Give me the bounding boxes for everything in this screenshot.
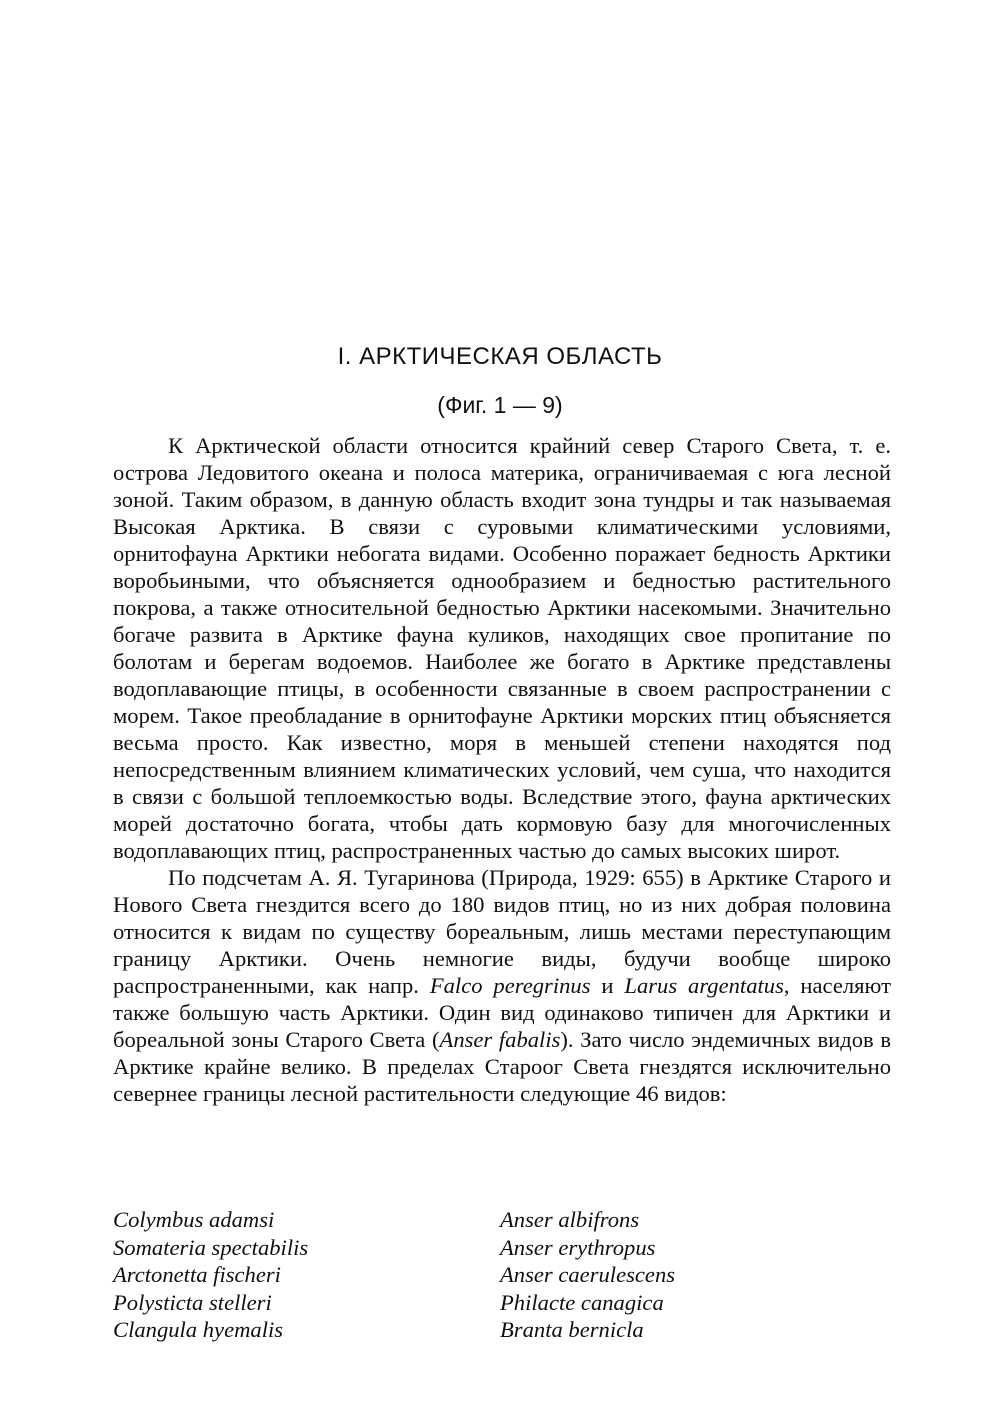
- text-segment: К Арктической области относится крайний север Старого Света, т. е. острова Ледовитого океана и полоса материка, ограничиваемая с юга лесной зоной. Таким образом, в данную область входит зона тундры и так называемая Высокая Арктика. В связи с суровыми климатическими условиями, орнитофауна Арктики небогата видами. Особенно поражает бедность Арктики воробьиными, что объясняется однообразием и бедностью растительного покрова, а также относительной бедностью Арктики насекомыми. Значительно богаче развита в Арктике фауна куликов, находящих свое пропитание по болотам и берегам водоемов. Наиболее же богато в Арктике представлены водоплавающие птицы, в особенности связанные в своем распространении с морем. Такое преобладание в орнитофауне Арктики морских птиц объясняется весьма просто. Как известно, моря в меньшей степени находятся под непосредственным влиянием климатических условий, чем суша, что находится в связи с большой теплоемкостью воды. Вследствие этого, фауна арктических морей достаточно богата, чтобы дать кормовую базу для многочисленных водоплавающих птиц, распространенных частью до самых высоких широт.: [113, 433, 891, 863]
- species-item: Philacte canagica: [500, 1289, 664, 1315]
- species-item: Arctonetta fischeri: [113, 1262, 281, 1287]
- species-list: [113, 1206, 891, 1344]
- text-segment: , населяют также большую часть Арктики. Один вид одинаково типичен для Арктики и бореальной зоны Старого Света (: [113, 973, 891, 1052]
- paragraph-arctic-region: [113, 432, 891, 864]
- text-segment: ). Зато число эндемичных видов в Арктике крайне велико. В пределах Староог Света гнездятся исключительно севернее границы лесной растительности следующие 46 видов:: [113, 1027, 892, 1106]
- species-column-left: [113, 1206, 500, 1344]
- latin-species-name: Larus argentatus: [624, 973, 784, 998]
- species-item: Anser erythropus: [500, 1234, 656, 1260]
- species-item: Clangula hyemalis: [113, 1317, 284, 1342]
- latin-species-name: Falco peregrinus: [429, 973, 591, 998]
- species-item: Somateria spectabilis: [113, 1234, 309, 1260]
- species-item: Colymbus adamsi: [113, 1207, 275, 1232]
- species-item: Anser albifrons: [500, 1207, 640, 1232]
- latin-species-name: Anser fabalis: [439, 1027, 561, 1052]
- text-segment: и: [590, 973, 625, 998]
- figure-reference: (Фиг. 1 — 9): [437, 392, 563, 418]
- species-column-right: [500, 1206, 891, 1344]
- paragraph-species-count: [113, 864, 891, 1107]
- species-item: Anser caerulescens: [500, 1262, 676, 1287]
- body-text: [113, 432, 891, 1107]
- species-item: Polysticta stelleri: [113, 1289, 272, 1315]
- species-item: Branta bernicla: [500, 1317, 644, 1342]
- text-segment: По подсчетам А. Я. Тугаринова (Природа, 1929: 655) в Арктике Старого и Нового Света гнездится всего до 180 видов птиц, но из них добрая половина относится к видам по существу бореальным, лишь местами переступающим границу Арктики. Очень немногие виды, будучи вообще широко распространенными, как напр.: [113, 865, 891, 998]
- chapter-title: I. АРКТИЧЕСКАЯ ОБЛАСТЬ: [337, 343, 663, 370]
